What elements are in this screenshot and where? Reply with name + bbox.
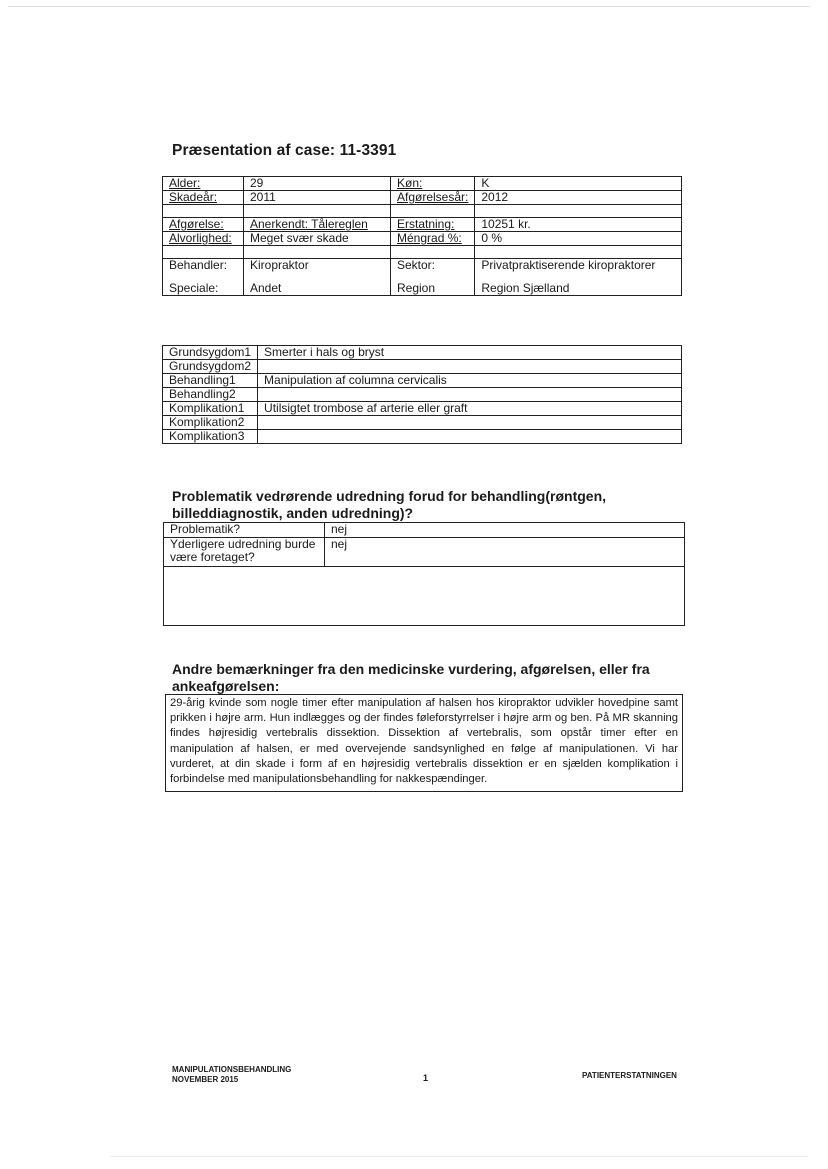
diagnosis-table bbox=[162, 345, 682, 444]
age-value: 29 bbox=[244, 177, 391, 191]
sector-label: Sektor: bbox=[397, 258, 436, 272]
row-label: Komplikation1 bbox=[163, 402, 258, 416]
decision-label: Afgørelse: bbox=[163, 218, 244, 232]
table-row bbox=[163, 360, 682, 374]
remarks-box: 29-årig kvinde som nogle timer efter manipulation af halsen hos kiropraktor udvikler hovedpine samt prikken i højre arm. Hun indlægges og der findes føleforstyrrelser i højre arm og ben. På MR skanning findes højresidig vertebralis dissektion. Dissektion af vertebralis, som opstår timer efter en manipulation af halsen, er med overvejende sandsynlighed en følge af manipulationen. Vi har vurderet, at din skade i form af en højresidig vertebralis dissektion er en sjælden komplikation i forbindelse med manipulationsbehandling for nakkespændinger. bbox=[165, 694, 683, 792]
specialty-label: Speciale: bbox=[169, 281, 219, 295]
practitioner-value: Kiropraktor bbox=[250, 258, 309, 272]
row-label: Komplikation2 bbox=[163, 416, 258, 430]
region-value: Region Sjælland bbox=[481, 281, 570, 295]
table-row bbox=[163, 346, 682, 360]
problem-value: nej bbox=[325, 523, 685, 538]
footer-left bbox=[172, 1065, 291, 1085]
blank-cell bbox=[163, 246, 244, 259]
examination-table bbox=[163, 522, 685, 626]
blank-cell bbox=[163, 205, 244, 218]
footer-organization: PATIENTERSTATNINGEN bbox=[582, 1071, 677, 1080]
case-title: Præsentation af case: 11-3391 bbox=[172, 142, 397, 159]
further-exam-value: nej bbox=[325, 538, 685, 567]
severity-label: Alvorlighed: bbox=[163, 232, 244, 246]
practitioner-value-cell bbox=[244, 259, 391, 296]
row-value: Utilsigtet trombose af arterie eller graft bbox=[258, 402, 682, 416]
disability-degree-label: Méngrad %: bbox=[391, 232, 475, 246]
row-label: Grundsygdom2 bbox=[163, 360, 258, 374]
row-label: Grundsygdom1 bbox=[163, 346, 258, 360]
page-number: 1 bbox=[423, 1073, 429, 1083]
row-value bbox=[258, 430, 682, 444]
decision-year-label: Afgørelsesår: bbox=[391, 191, 475, 205]
blank-cell bbox=[391, 246, 475, 259]
injury-year-value: 2011 bbox=[244, 191, 391, 205]
row-value bbox=[258, 416, 682, 430]
specialty-value: Andet bbox=[250, 281, 282, 295]
compensation-value: 10251 kr. bbox=[475, 218, 682, 232]
scan-edge-top bbox=[8, 6, 810, 7]
row-label: Komplikation3 bbox=[163, 430, 258, 444]
table-row bbox=[163, 374, 682, 388]
gender-value: K bbox=[475, 177, 682, 191]
decision-year-value: 2012 bbox=[475, 191, 682, 205]
blank-cell bbox=[244, 205, 391, 218]
table-row bbox=[163, 388, 682, 402]
row-label: Behandling1 bbox=[163, 374, 258, 388]
decision-value: Anerkendt: Tålereglen bbox=[244, 218, 391, 232]
blank-cell bbox=[391, 205, 475, 218]
compensation-label: Erstatning: bbox=[391, 218, 475, 232]
row-label: Behandling2 bbox=[163, 388, 258, 402]
practitioner-cell bbox=[163, 259, 244, 296]
region-label: Region bbox=[397, 281, 436, 295]
row-value bbox=[258, 360, 682, 374]
table-row bbox=[163, 430, 682, 444]
sector-value: Privatpraktiserende kiropraktorer bbox=[481, 258, 656, 272]
gender-label: Køn: bbox=[391, 177, 475, 191]
sector-value-cell bbox=[475, 259, 682, 296]
blank-cell bbox=[475, 246, 682, 259]
section-heading-examination: Problematik vedrørende udredning forud for behandling(røntgen, billeddiagnostik, anden udredning)? bbox=[172, 488, 607, 521]
sector-cell bbox=[391, 259, 475, 296]
severity-value: Meget svær skade bbox=[244, 232, 391, 246]
footer-date: NOVEMBER 2015 bbox=[172, 1075, 239, 1084]
age-label: Alder: bbox=[163, 177, 244, 191]
row-value: Smerter i hals og bryst bbox=[258, 346, 682, 360]
problem-label: Problematik? bbox=[164, 523, 325, 538]
blank-cell bbox=[244, 246, 391, 259]
scan-edge-bottom bbox=[110, 1156, 808, 1157]
blank-cell bbox=[164, 567, 685, 626]
section-heading-remarks: Andre bemærkninger fra den medicinske vurdering, afgørelsen, eller fra ankeafgørelsen: bbox=[172, 661, 650, 694]
table-row bbox=[163, 402, 682, 416]
disability-degree-value: 0 % bbox=[475, 232, 682, 246]
case-info-table bbox=[162, 176, 682, 296]
blank-cell bbox=[475, 205, 682, 218]
further-exam-label: Yderligere udredning burde være foretaget? bbox=[164, 538, 325, 567]
footer-publication-title: MANIPULATIONSBEHANDLING bbox=[172, 1065, 292, 1074]
table-row bbox=[163, 416, 682, 430]
injury-year-label: Skadeår: bbox=[163, 191, 244, 205]
row-value bbox=[258, 388, 682, 402]
practitioner-label: Behandler: bbox=[169, 258, 228, 272]
row-value: Manipulation af columna cervicalis bbox=[258, 374, 682, 388]
